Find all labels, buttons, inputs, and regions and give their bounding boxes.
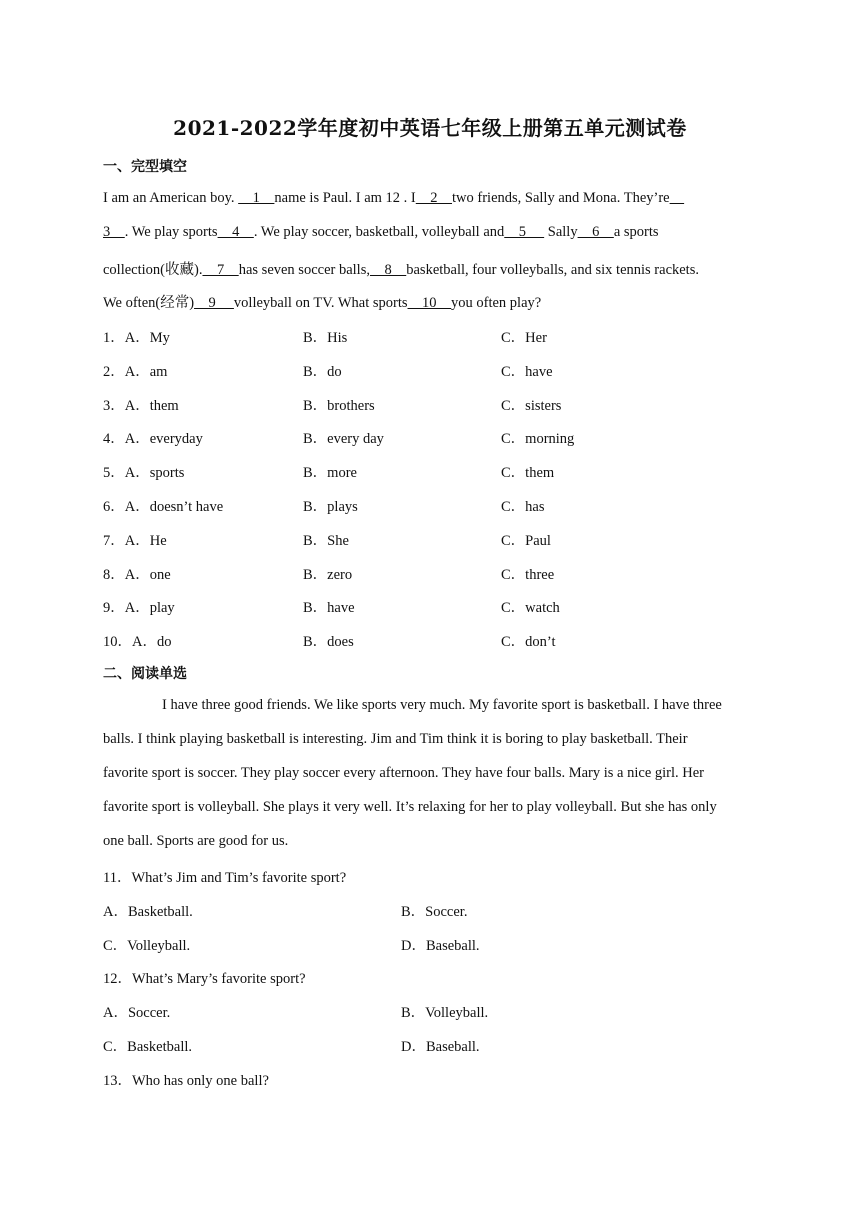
cloze-line — [103, 258, 763, 279]
option-b[interactable]: B．do — [303, 363, 342, 380]
reading-line: one ball. Sports are good for us. — [103, 833, 289, 849]
cloze-question-row — [103, 630, 763, 650]
cloze-blank: 5 — [504, 224, 545, 240]
option-a[interactable]: 5．A．sports — [103, 465, 185, 482]
option-b[interactable]: B．His — [303, 330, 348, 346]
cloze-text: . We play sports — [124, 224, 218, 240]
option-c[interactable]: C．watch — [501, 600, 560, 617]
cloze-text: collection(收藏). — [103, 262, 203, 278]
option-a[interactable]: 2．A．am — [103, 363, 168, 380]
option-a[interactable]: 10．A．do — [103, 634, 172, 651]
option-c[interactable]: C．them — [501, 465, 555, 482]
cloze-text: you often play? — [451, 295, 542, 311]
question-11-options-row1 — [103, 900, 763, 920]
option-c[interactable]: C．Basketball. — [103, 1039, 193, 1055]
option-a[interactable]: 9．A．play — [103, 600, 175, 617]
option-b[interactable]: B．Soccer. — [401, 904, 468, 920]
option-b[interactable]: B．every day — [303, 431, 384, 448]
option-b[interactable]: B．Volleyball. — [401, 1005, 489, 1021]
option-a[interactable]: 4．A．everyday — [103, 431, 203, 448]
option-b[interactable]: B．zero — [303, 566, 353, 583]
exam-title: 2021-2022学年度初中英语七年级上册第五单元测试卷 — [173, 116, 687, 140]
cloze-question-row — [103, 427, 763, 447]
cloze-text: I am an American boy. — [103, 190, 239, 206]
cloze-blank: 4 — [217, 224, 254, 240]
cloze-question-row — [103, 360, 763, 380]
option-b[interactable]: B．have — [303, 600, 355, 617]
cloze-question-row — [103, 596, 763, 616]
option-a[interactable]: 7．A．He — [103, 532, 167, 549]
reading-line: favorite sport is soccer. They play soccer every afternoon. They have four balls. Mary is a nice girl. Her — [103, 765, 704, 781]
option-d[interactable]: D．Baseball. — [401, 938, 480, 954]
cloze-question-row — [103, 495, 763, 515]
cloze-question-row — [103, 563, 763, 583]
cloze-line — [103, 291, 763, 312]
cloze-blank: 1 — [238, 190, 275, 206]
cloze-blank: 3 — [103, 224, 125, 240]
question-12-options-row1 — [103, 1001, 763, 1021]
option-b[interactable]: B．does — [303, 634, 354, 651]
cloze-blank: 2 — [415, 190, 453, 206]
option-b[interactable]: B．plays — [303, 499, 358, 515]
cloze-text: a sports — [613, 224, 659, 240]
option-a[interactable]: 8．A．one — [103, 566, 171, 583]
cloze-blank: 7 — [202, 262, 239, 278]
option-b[interactable]: B．She — [303, 532, 349, 549]
question-11-stem: 11．What’s Jim and Tim’s favorite sport? — [103, 870, 347, 886]
cloze-question-row — [103, 529, 763, 549]
section2-heading: 二、阅读单选 — [103, 666, 187, 682]
option-a[interactable]: 6．A．doesn’t have — [103, 499, 224, 515]
option-c[interactable]: C．morning — [501, 431, 575, 448]
cloze-text: name is Paul. I am 12 . I — [274, 190, 416, 206]
reading-line: I have three good friends. We like sports very much. My favorite sport is basketball. I have three — [162, 697, 722, 713]
option-a[interactable]: A．Soccer. — [103, 1005, 171, 1021]
option-c[interactable]: C．Her — [501, 330, 547, 346]
question-11-options-row2 — [103, 934, 763, 954]
cloze-question-row — [103, 461, 763, 481]
reading-line: balls. I think playing basketball is interesting. Jim and Tim think it is boring to play basketball. Their — [103, 731, 688, 747]
question-13-stem: 13．Who has only one ball? — [103, 1073, 269, 1089]
option-c[interactable]: C．have — [501, 363, 553, 380]
option-b[interactable]: B．brothers — [303, 397, 375, 414]
option-a[interactable]: A．Basketball. — [103, 904, 193, 920]
cloze-text: basketball, four volleyballs, and six tennis rackets. — [406, 262, 699, 278]
cloze-question-row — [103, 326, 763, 346]
option-a[interactable]: 1．A．My — [103, 330, 170, 346]
option-a[interactable]: 3．A．them — [103, 397, 179, 414]
question-12-options-row2 — [103, 1035, 763, 1055]
section1-heading: 一、完型填空 — [103, 159, 187, 175]
cloze-text: Sally — [544, 224, 578, 240]
cloze-line — [103, 224, 763, 241]
cloze-line — [103, 190, 763, 207]
option-b[interactable]: B．more — [303, 465, 357, 482]
option-c[interactable]: C．Volleyball. — [103, 938, 191, 954]
option-c[interactable]: C．sisters — [501, 397, 562, 414]
cloze-text: . We play soccer, basketball, volleyball and — [253, 224, 505, 240]
cloze-blank: 10 — [407, 295, 452, 311]
cloze-blank: 8 — [369, 262, 407, 278]
cloze-text: We often(经常) — [103, 295, 195, 311]
question-12-stem: 12．What’s Mary’s favorite sport? — [103, 971, 306, 987]
cloze-blank: 9 — [194, 295, 234, 311]
reading-line: favorite sport is volleyball. She plays it very well. It’s relaxing for her to play volleyball. But she has only — [103, 799, 717, 815]
cloze-blank: 6 — [577, 224, 614, 240]
option-c[interactable]: C．three — [501, 566, 555, 583]
cloze-text: two friends, Sally and Mona. They’re — [452, 190, 670, 206]
cloze-text: has seven soccer balls, — [238, 262, 370, 278]
cloze-text: volleyball on TV. What sports — [233, 295, 408, 311]
option-d[interactable]: D．Baseball. — [401, 1039, 480, 1055]
cloze-question-row — [103, 394, 763, 414]
cloze-blank — [670, 190, 685, 206]
option-c[interactable]: C．don’t — [501, 634, 556, 651]
option-c[interactable]: C．Paul — [501, 532, 551, 549]
option-c[interactable]: C．has — [501, 499, 545, 515]
